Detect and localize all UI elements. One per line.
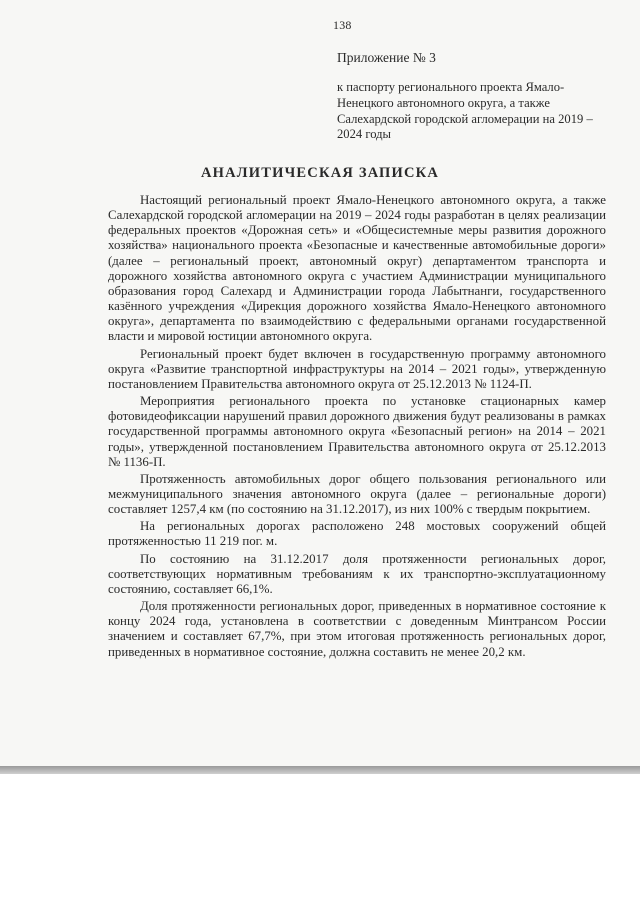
paragraph: Региональный проект будет включен в государственную программу автономного округа «Развитие транспортной инфраструктуры на 2014 – 2021 годы», утвержденную постановлением Правительства автономного округа от 25.12.2013 № 1124-П. bbox=[108, 346, 606, 391]
body-text bbox=[108, 193, 606, 662]
appendix-description: к паспорту регионального проекта Ямало-Ненецкого автономного округа, а также Салехардской городской агломерации на 2019 – 2024 годы bbox=[337, 80, 593, 142]
paragraph: На региональных дорогах расположено 248 мостовых сооружений общей протяженностью 11 219 пог. м. bbox=[108, 519, 606, 549]
appendix-title: Приложение № 3 bbox=[337, 50, 436, 65]
paragraph: Настоящий региональный проект Ямало-Ненецкого автономного округа, а также Салехардской городской агломерации на 2019 – 2024 годы разработан в целях реализации федеральных проектов «Дорожная сеть» и «Общесистемные меры развития дорожного хозяйства» национального проекта «Безопасные и качественные автомобильные дороги» (далее – региональный проект, автономный округ) департаментом транспорта и дорожного хозяйства автономного округа с участием Администрации муниципального образования город Салехард и Администрации города Лабытнанги, государственного казённого учреждения «Дирекция дорожного хозяйства Ямало-Ненецкого автономного округа», департамента по взаимодействию с федеральными органами государственной власти и мировой юстиции автономного округа. bbox=[108, 193, 606, 344]
paragraph: Доля протяженности региональных дорог, приведенных в нормативное состояние к концу 2024 года, установлена в соответствии с доведенным Минтрансом России значением и составляет 67,7%, при этом итоговая протяженность региональных дорог, приведенных в нормативное состояние, должна составить не менее 20,2 км. bbox=[108, 599, 606, 659]
scan-edge-shadow bbox=[0, 766, 640, 774]
page-number: 138 bbox=[333, 18, 352, 32]
document-title: АНАЛИТИЧЕСКАЯ ЗАПИСКА bbox=[200, 165, 440, 181]
paragraph: По состоянию на 31.12.2017 доля протяженности региональных дорог, соответствующих нормативным требованиям к их транспортно-эксплуатационному состоянию, составляет 66,1%. bbox=[108, 551, 606, 596]
paragraph: Мероприятия регионального проекта по установке стационарных камер фотовидеофиксации нарушений правил дорожного движения будут реализованы в рамках государственной программы автономного округа «Безопасный регион» на 2014 – 2021 годы», утвержденной постановлением Правительства автономного округа от 25.12.2013 № 1136-П. bbox=[108, 394, 606, 469]
paragraph: Протяженность автомобильных дорог общего пользования регионального или межмуниципального значения автономного округа (далее – региональные дороги) составляет 1257,4 км (по состоянию на 31.12.2017), из них 100% с твердым покрытием. bbox=[108, 471, 606, 517]
